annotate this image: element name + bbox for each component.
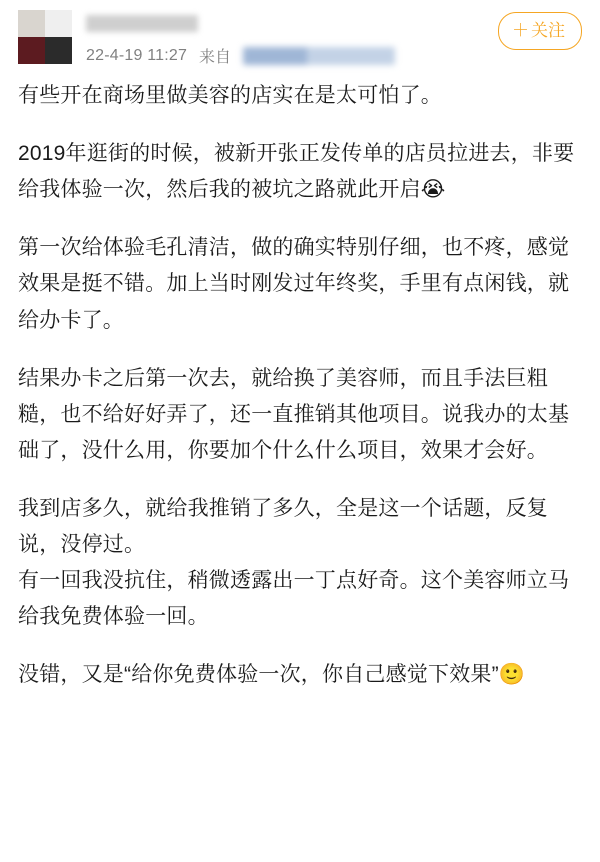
post-paragraph: 第一次给体验毛孔清洁，做的确实特别仔细，也不疼，感觉效果是挺不错。加上当时刚发过年终奖，手里有点闲钱，就给办卡了。 [18,236,570,332]
post-paragraph: 有些开在商场里做美容的店实在是太可怕了。 [18,84,442,107]
post-paragraph: 我到店多久，就给我推销了多久，全是这一个话题，反复说，没停过。 [18,496,548,557]
avatar-tile-top-right [45,10,72,37]
post-source-label: 来自 [199,49,232,66]
post-paragraph: 有一回我没抗住，稍微透露出一丁点好奇。这个美容师立马给我免费体验一回。 [18,569,570,629]
post-timestamp: 22-4-19 11:27 [86,46,188,64]
follow-button[interactable] [498,12,582,50]
post-paragraph: 2019年逛街的时候，被新开张正发传单的店员拉进去，非要给我体验一次，然后我的被坑之路就此开启😭 [18,142,575,202]
username-redacted[interactable] [86,15,198,32]
plus-icon: ＋ [512,21,529,40]
avatar-tile-bottom-left [18,37,45,64]
post-source-redacted[interactable] [243,47,395,65]
post-paragraph: 结果办卡之后第一次去，就给换了美容师，而且手法巨粗糙，也不给好好弄了，还一直推销其他项目。说我办的太基础了，没什么用，你要加个什么什么项目，效果才会好。 [18,366,570,462]
follow-button-label: 关注 [531,21,565,40]
avatar-tile-bottom-right [45,37,72,64]
post-header [0,0,600,72]
avatar[interactable] [18,10,72,64]
post-paragraph: 没错，又是“给你免费体验一次，你自己感觉下效果”🙂 [18,663,526,687]
post-body [0,72,600,694]
avatar-tile-top-left [18,10,45,37]
